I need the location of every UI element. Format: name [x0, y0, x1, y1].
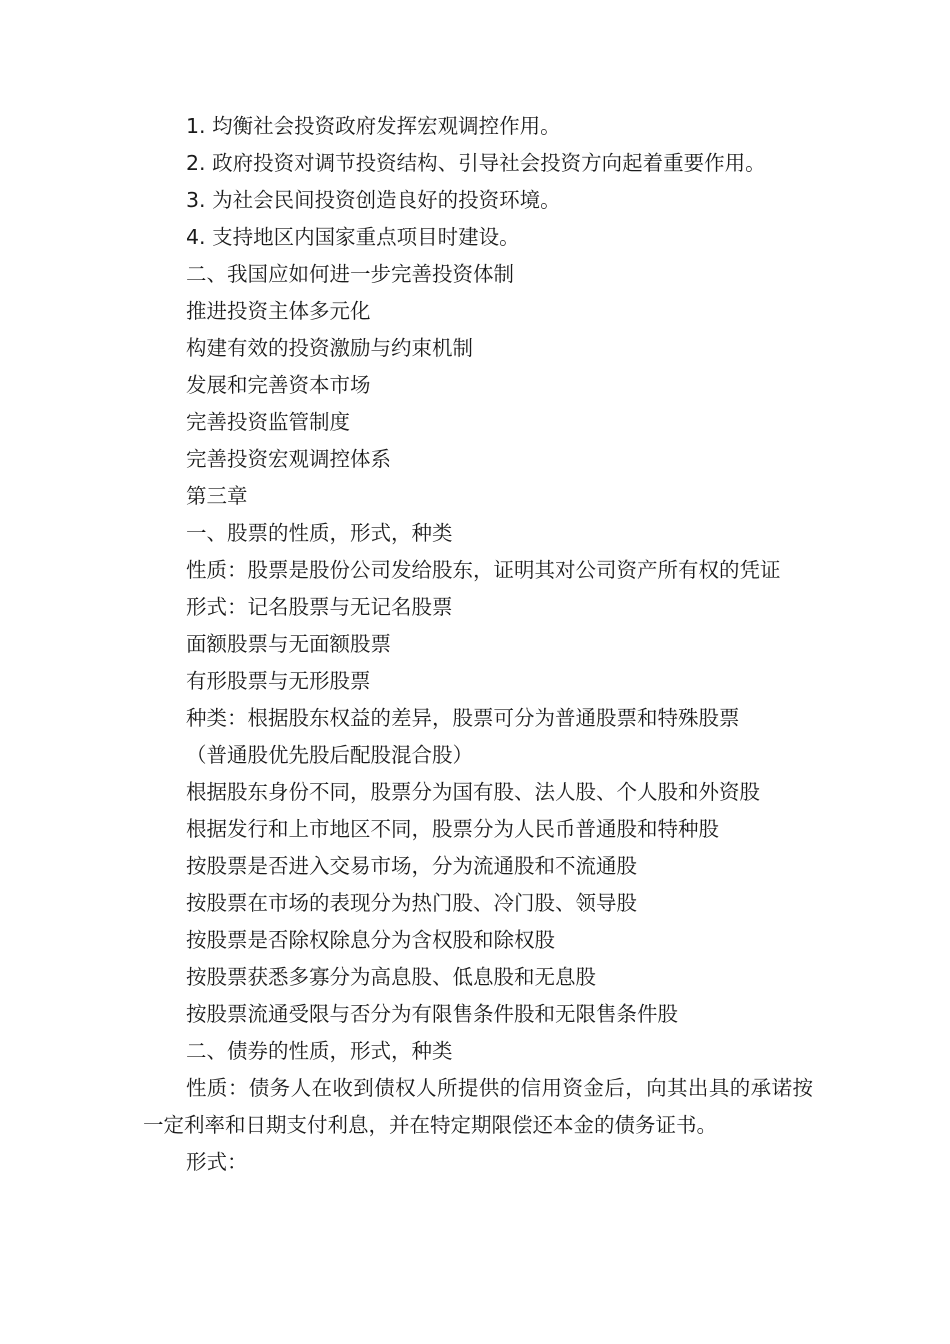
- section-heading: 二、我国应如何进一步完善投资体制: [186, 262, 514, 286]
- text-line: 2. 政府投资对调节投资结构、引导社会投资方向起着重要作用。: [186, 151, 766, 175]
- text-line: 根据发行和上市地区不同，股票分为人民币普通股和特种股: [186, 817, 719, 841]
- text-line: （普通股优先股后配股混合股）: [186, 743, 473, 767]
- text-line: 按股票是否进入交易市场，分为流通股和不流通股: [186, 854, 637, 878]
- section-heading: 一、股票的性质，形式，种类: [186, 521, 453, 545]
- bond-nature-paragraph: 性质：债务人在收到债权人所提供的信用资金后，向其出具的承诺按一定利率和日期支付利息，并在特定期限偿还本金的债务证书。: [143, 1076, 813, 1137]
- text-line: 种类：根据股东权益的差异，股票可分为普通股票和特殊股票: [186, 706, 740, 730]
- text-line: 发展和完善资本市场: [186, 373, 371, 397]
- text-line: 根据股东身份不同，股票分为国有股、法人股、个人股和外资股: [186, 780, 760, 804]
- text-line: 4. 支持地区内国家重点项目时建设。: [186, 225, 520, 249]
- text-line: 按股票流通受限与否分为有限售条件股和无限售条件股: [186, 1002, 678, 1026]
- text-line: 完善投资宏观调控体系: [186, 447, 391, 471]
- text-line: 推进投资主体多元化: [186, 299, 371, 323]
- text-line: 1. 均衡社会投资政府发挥宏观调控作用。: [186, 114, 561, 138]
- document-body: [143, 108, 813, 1181]
- text-line: 有形股票与无形股票: [186, 669, 371, 693]
- text-line: 按股票是否除权除息分为含权股和除权股: [186, 928, 555, 952]
- text-line: 构建有效的投资激励与约束机制: [186, 336, 473, 360]
- text-line: 按股票获悉多寡分为高息股、低息股和无息股: [186, 965, 596, 989]
- text-line: 面额股票与无面额股票: [186, 632, 391, 656]
- stock-nature-paragraph: 性质：股票是股份公司发给股东，证明其对公司资产所有权的凭证: [186, 558, 781, 582]
- section-heading: 二、债券的性质，形式，种类: [186, 1039, 453, 1063]
- text-line: 3. 为社会民间投资创造良好的投资环境。: [186, 188, 561, 212]
- text-line: 按股票在市场的表现分为热门股、冷门股、领导股: [186, 891, 637, 915]
- text-line: 完善投资监管制度: [186, 410, 350, 434]
- text-line: 形式：记名股票与无记名股票: [186, 595, 453, 619]
- chapter-heading: 第三章: [186, 484, 248, 508]
- text-line: 形式：: [186, 1150, 248, 1174]
